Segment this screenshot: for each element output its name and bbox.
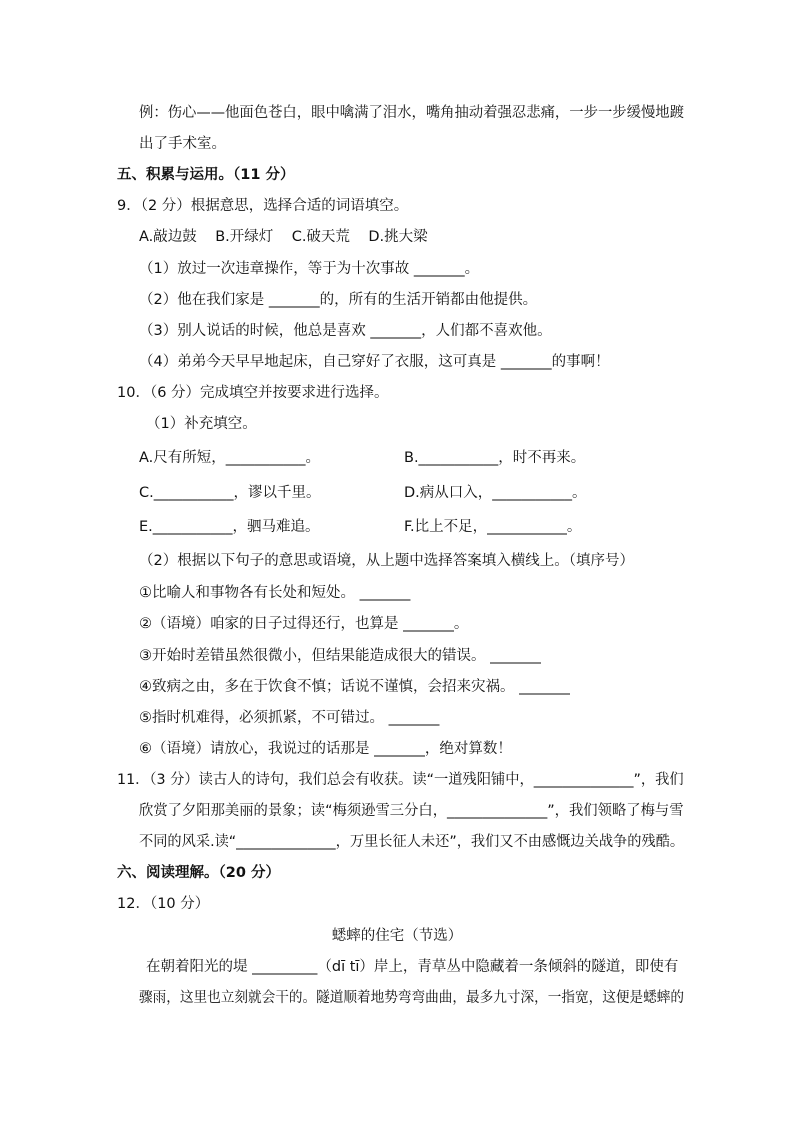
- q10-fill-b: B.___________，时不再来。: [404, 450, 586, 466]
- q10-choice-6: ⑥（语境）请放心，我说过的话那是 _______，绝对算数！: [139, 741, 512, 757]
- q10-choice-1: ①比喻人和事物各有长处和短处。 _______: [139, 585, 411, 601]
- q10-choice-4: ④致病之由，多在于饮食不慎；话说不谨慎，会招来灾祸。 _______: [139, 679, 570, 695]
- section-5-heading: 五、积累与运用。（11 分）: [117, 167, 295, 183]
- section-6-heading: 六、阅读理解。（20 分）: [117, 865, 280, 881]
- q9-item-1: （1）放过一次违章操作，等于为十次事故 _______。: [139, 261, 480, 277]
- q10-stem: 10．（6 分）完成填空并按要求进行选择。: [117, 385, 389, 401]
- q10-choice-5: ⑤指时机难得，必须抓紧，不可错过。 _______: [139, 710, 440, 726]
- q10-part1: （1）补充填空。: [146, 416, 257, 432]
- q11-line-2: 欣赏了夕阳那美丽的景象；读“梅须逊雪三分白，______________”，我们领略了梅与雪: [139, 803, 684, 819]
- q12-stem: 12．（10 分）: [117, 896, 210, 912]
- passage-line-1: 在朝着阳光的堤 _________（dī tī）岸上，青草丛中隐藏着一条倾斜的隧道，即使有: [146, 959, 679, 975]
- q10-fill-f: F.比上不足，___________。: [404, 519, 582, 535]
- q10-fill-c: C.___________，谬以千里。: [139, 485, 321, 501]
- q11-line-1: 11．（3 分）读古人的诗句，我们总会有收获。读“一道残阳铺中，______________”，我们: [117, 772, 684, 788]
- q10-fill-a: A.尺有所短，___________。: [139, 450, 321, 466]
- q9-item-4: （4）弟弟今天早早地起床，自己穿好了衣服，这可真是 _______的事啊！: [139, 354, 610, 370]
- q10-fill-d: D.病从口入，___________。: [404, 485, 587, 501]
- passage-line-2: 骤雨，这里也立刻就会干的。隧道顺着地势弯弯曲曲，最多九寸深，一指宽，这便是蟋蟀的: [139, 990, 685, 1006]
- q9-options: A.敲边鼓 B.开绿灯 C.破天荒 D.挑大梁: [139, 229, 428, 245]
- q9-item-3: （3）别人说话的时候，他总是喜欢 _______，人们都不喜欢他。: [139, 323, 552, 339]
- q9-item-2: （2）他在我们家是 _______的，所有的生活开销都由他提供。: [139, 292, 538, 308]
- q10-fill-e: E.___________，驷马难追。: [139, 519, 320, 535]
- q10-choice-2: ②（语境）咱家的日子过得还行，也算是 _______。: [139, 616, 469, 632]
- q10-choice-3: ③开始时差错虽然很微小，但结果能造成很大的错误。 _______: [139, 648, 541, 664]
- q10-part2: （2）根据以下句子的意思或语境，从上题中选择答案填入横线上。（填序号）: [139, 553, 634, 569]
- example-line-2: 出了手术室。: [139, 136, 226, 152]
- passage-title: 蟋蟀的住宅（节选）: [331, 928, 463, 944]
- q9-stem: 9．（2 分）根据意思，选择合适的词语填空。: [117, 198, 409, 214]
- example-line-1: 例：伤心——他面色苍白，眼中噙满了泪水，嘴角抽动着强忍悲痛，一步一步缓慢地踱: [139, 105, 684, 121]
- q11-line-3: 不同的风采.读“______________，万里长征人未还”，我们又不由感慨边关战争的残酷。: [139, 834, 685, 850]
